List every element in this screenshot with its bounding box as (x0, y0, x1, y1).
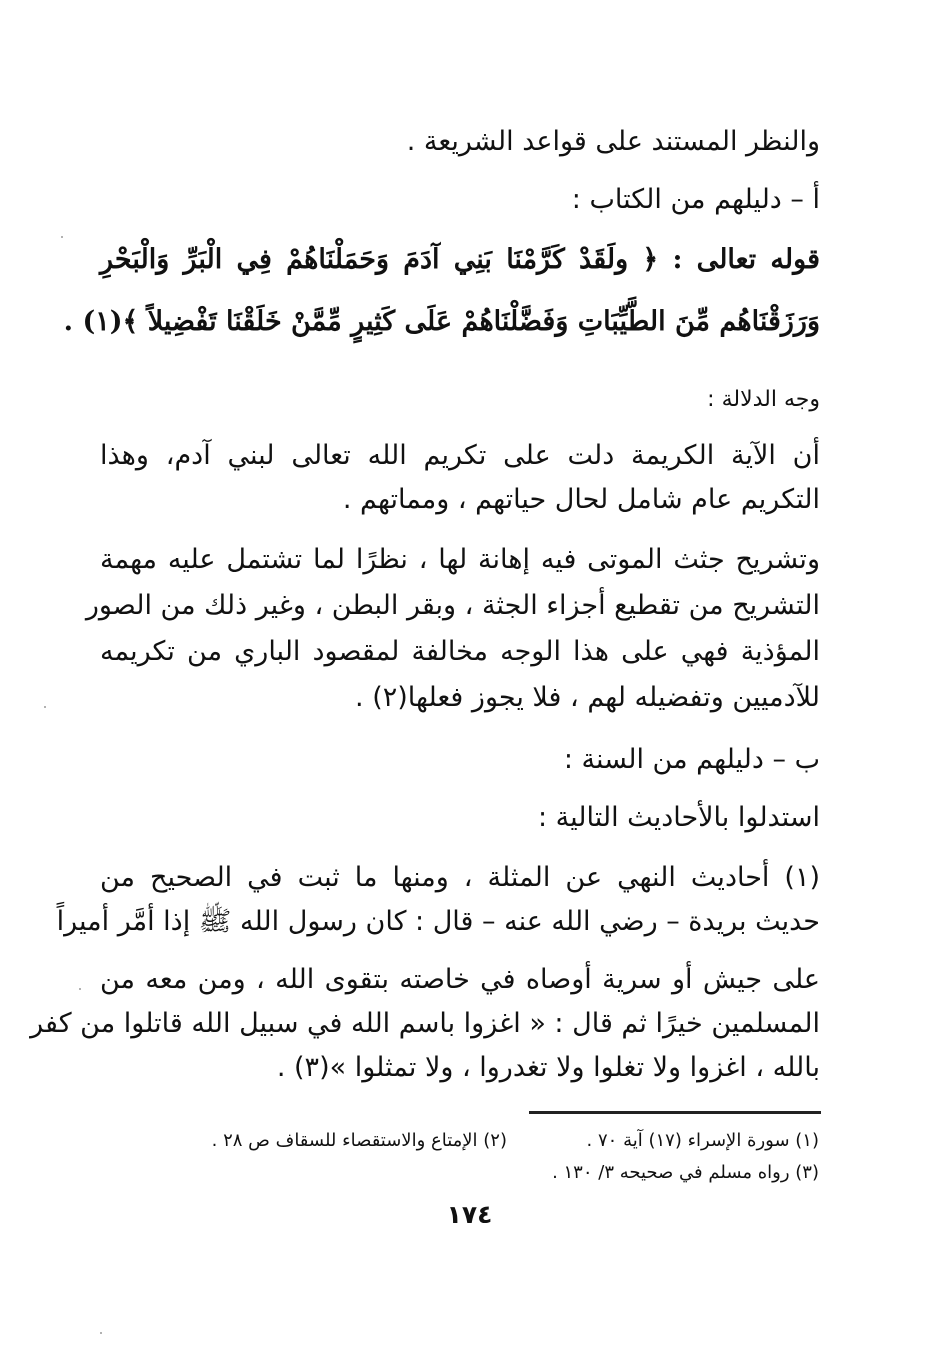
quran-verse-line-1: قوله تعالى : ﴿ ولَقَدْ كَرَّمْنَا بَنِي آدَمَ وَحَمَلْنَاهُمْ فِي الْبَرِّ وَالْبَحْرِ (100, 244, 820, 275)
text-line-1: والنظر المستند على قواعد الشريعة . (406, 126, 820, 157)
paragraph-1-line-2: التكريم عام شامل لحال حياتهم ، ومماتهم . (342, 484, 820, 515)
paragraph-3-line-3: على جيش أو سرية أوصاه في خاصته بتقوى الله ، ومن معه من (100, 964, 820, 995)
footnote-separator (529, 1111, 821, 1114)
section-heading-sunnah-evidence: ب – دليلهم من السنة : (563, 744, 820, 775)
paragraph-1-line-1: أن الآية الكريمة دلت على تكريم الله تعالى لبني آدم، وهذا (100, 440, 820, 471)
page-number: ١٧٤ (446, 1200, 493, 1229)
scan-speck (100, 1332, 102, 1334)
paragraph-3-line-1: (١) أحاديث النهي عن المثلة ، ومنها ما ثبت في الصحيح من (100, 862, 820, 893)
section-heading-book-evidence: أ – دليلهم من الكتاب : (571, 184, 820, 215)
paragraph-2-line-1: وتشريح جثث الموتى فيه إهانة لها ، نظرًا لما تشتمل عليه مهمة (100, 544, 820, 575)
scan-speck (44, 706, 46, 708)
footnote-1: (١) سورة الإسراء (١٧) آية ٧٠ . (586, 1130, 819, 1151)
paragraph-2-line-3: المؤذية فهي على هذا الوجه مخالفة لمقصود الباري من تكريمه (100, 636, 820, 667)
paragraph-3-line-4: المسلمين خيرًا ثم قال : « اغزوا باسم الله في سبيل الله قاتلوا من كفر (30, 1008, 820, 1039)
footnote-3: (٣) رواه مسلم في صحيحه ٣/ ١٣٠ . (552, 1162, 819, 1183)
scan-speck (61, 236, 63, 238)
main-text-body (30, 0, 820, 1100)
scan-speck (79, 988, 81, 990)
paragraph-2-line-2: التشريح من تقطيع أجزاء الجثة ، وبقر البطن ، وغير ذلك من الصور (85, 590, 820, 621)
text-line-hadiths-intro: استدلوا بالأحاديث التالية : (537, 802, 820, 833)
quran-verse-line-2: وَرَزَقْنَاهُم مِّنَ الطَّيِّبَاتِ وَفَضَّلْنَاهُمْ عَلَى كَثِيرٍ مِّمَّنْ خَلَقْنَا تَفْضِيلاً ﴾(١) . (63, 306, 820, 337)
paragraph-3-line-2: حديث بريدة – رضي الله عنه – قال : كان رسول الله ﷺ إذا أمَّر أميراً (56, 906, 820, 937)
paragraph-3-line-5: بالله ، اغزوا ولا تغلوا ولا تغدروا ، ولا تمثلوا »(٣) . (276, 1052, 820, 1083)
footnote-2: (٢) الإمتاع والاستقصاء للسقاف ص ٢٨ . (211, 1130, 507, 1151)
subheading-evidence-aspect: وجه الدلالة : (707, 387, 820, 412)
paragraph-2-line-4: للآدميين وتفضيله لهم ، فلا يجوز فعلها(٢) . (355, 682, 820, 713)
